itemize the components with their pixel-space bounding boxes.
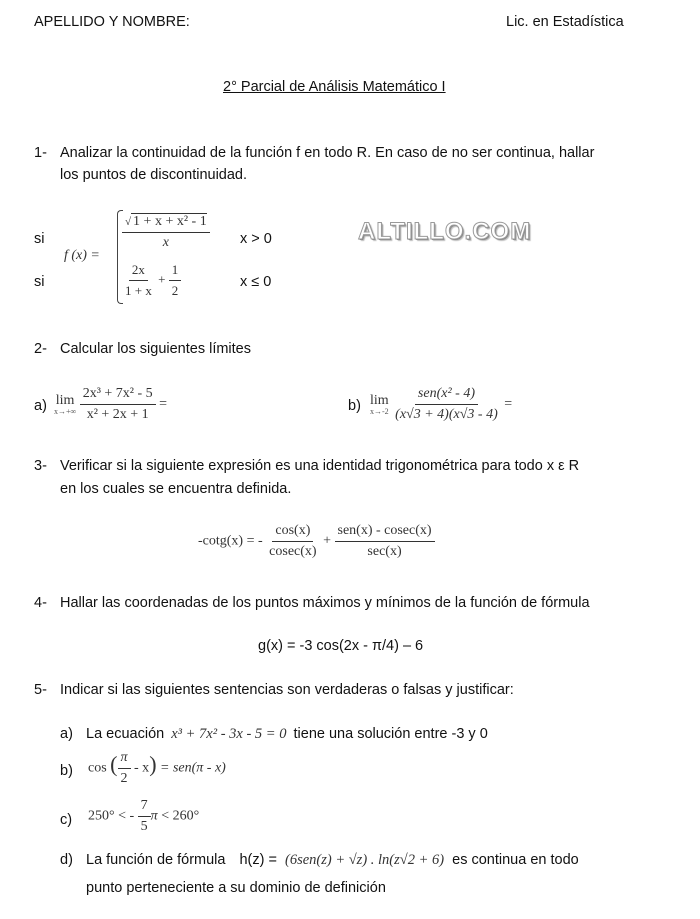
q2-a-label: a) bbox=[34, 398, 47, 414]
q1-text-line1: Analizar la continuidad de la función f en todo R. En caso de no ser continua, hallar bbox=[60, 145, 595, 161]
q2-b-expression: lim x→-2 $\frac{\text{sen(x² - 4)}}{(x√3 + 4)(x√3 - 4)}$ = bbox=[370, 386, 513, 422]
q3-text-line2: en los cuales se encuentra definida. bbox=[60, 481, 292, 497]
q4-formula: g(x) = -3 cos(2x - π/4) – 6 bbox=[258, 638, 424, 654]
q5-a-statement: La ecuación x³ + 7x² - 3x - 5 = 0 tiene una solución entre -3 y 0 bbox=[86, 726, 488, 742]
q5-c-label: c) bbox=[60, 812, 73, 828]
q5-b-expression: cos ( $\frac{\pi}{2}$ - x) = sen(π - x) bbox=[88, 750, 226, 786]
altillo-watermark: ALTILLO.COM bbox=[358, 218, 532, 245]
q2-a-expression: lim x→+∞ $\frac{\text{2x³ + 7x² - 5}}{\text{x² + 2x + 1}}$ = bbox=[54, 386, 168, 422]
q3-identity: -cotg(x) = - $\frac{\cos(x)}{cosec(x)}$ + $\frac{\text{sen(x) - cosec(x)}}{\sec(x)}$ bbox=[198, 523, 435, 560]
q2-text: Calcular los siguientes límites bbox=[60, 341, 251, 357]
q3-text-line1: Verificar si la siguiente expresión es una identidad trigonométrica para todo x ε R bbox=[60, 458, 580, 474]
q2-b-label: b) bbox=[348, 398, 361, 414]
q4-number: 4- bbox=[34, 595, 47, 611]
q1-case2: $\frac{2x}{1 + x}$ + $\frac{1}{2}$ bbox=[122, 262, 181, 299]
q1-number: 1- bbox=[34, 145, 47, 161]
q5-text: Indicar si las siguientes sentencias son verdaderas o falsas y justificar: bbox=[60, 682, 514, 698]
exam-title: 2° Parcial de Análisis Matemático I bbox=[223, 79, 446, 95]
q1-si-1: si bbox=[34, 231, 45, 247]
q1-fx-label: f (x) = bbox=[64, 248, 100, 263]
q5-number: 5- bbox=[34, 682, 47, 698]
q3-number: 3- bbox=[34, 458, 47, 474]
q5-c-expression: 250° < - $\frac{7}{5}$ π < 260° bbox=[88, 798, 200, 834]
q1-si-2: si bbox=[34, 274, 45, 290]
career-label: Lic. en Estadística bbox=[506, 14, 624, 30]
q5-b-label: b) bbox=[60, 763, 73, 779]
q4-text: Hallar las coordenadas de los puntos máximos y mínimos de la función de fórmula bbox=[60, 595, 590, 611]
q2-number: 2- bbox=[34, 341, 47, 357]
q1-case1-numerator: √ 1 + x + x² - 1 bbox=[122, 214, 210, 233]
q1-case1 bbox=[122, 214, 210, 251]
q5-d-label: d) bbox=[60, 852, 73, 868]
name-label: APELLIDO Y NOMBRE: bbox=[34, 14, 190, 30]
q5-d-statement: La función de fórmula h(z) = (6sen(z) + √z) . ln(z√2 + 6) es continua en todo bbox=[86, 852, 579, 868]
q5-a-label: a) bbox=[60, 726, 73, 742]
q1-text-line2: los puntos de discontinuidad. bbox=[60, 167, 248, 183]
q5-d-line2: punto perteneciente a su dominio de definición bbox=[86, 880, 386, 896]
q1-case1-denominator: x bbox=[162, 235, 169, 250]
q1-case1-condition: x > 0 bbox=[240, 231, 272, 247]
q1-case2-condition: x ≤ 0 bbox=[240, 274, 272, 290]
